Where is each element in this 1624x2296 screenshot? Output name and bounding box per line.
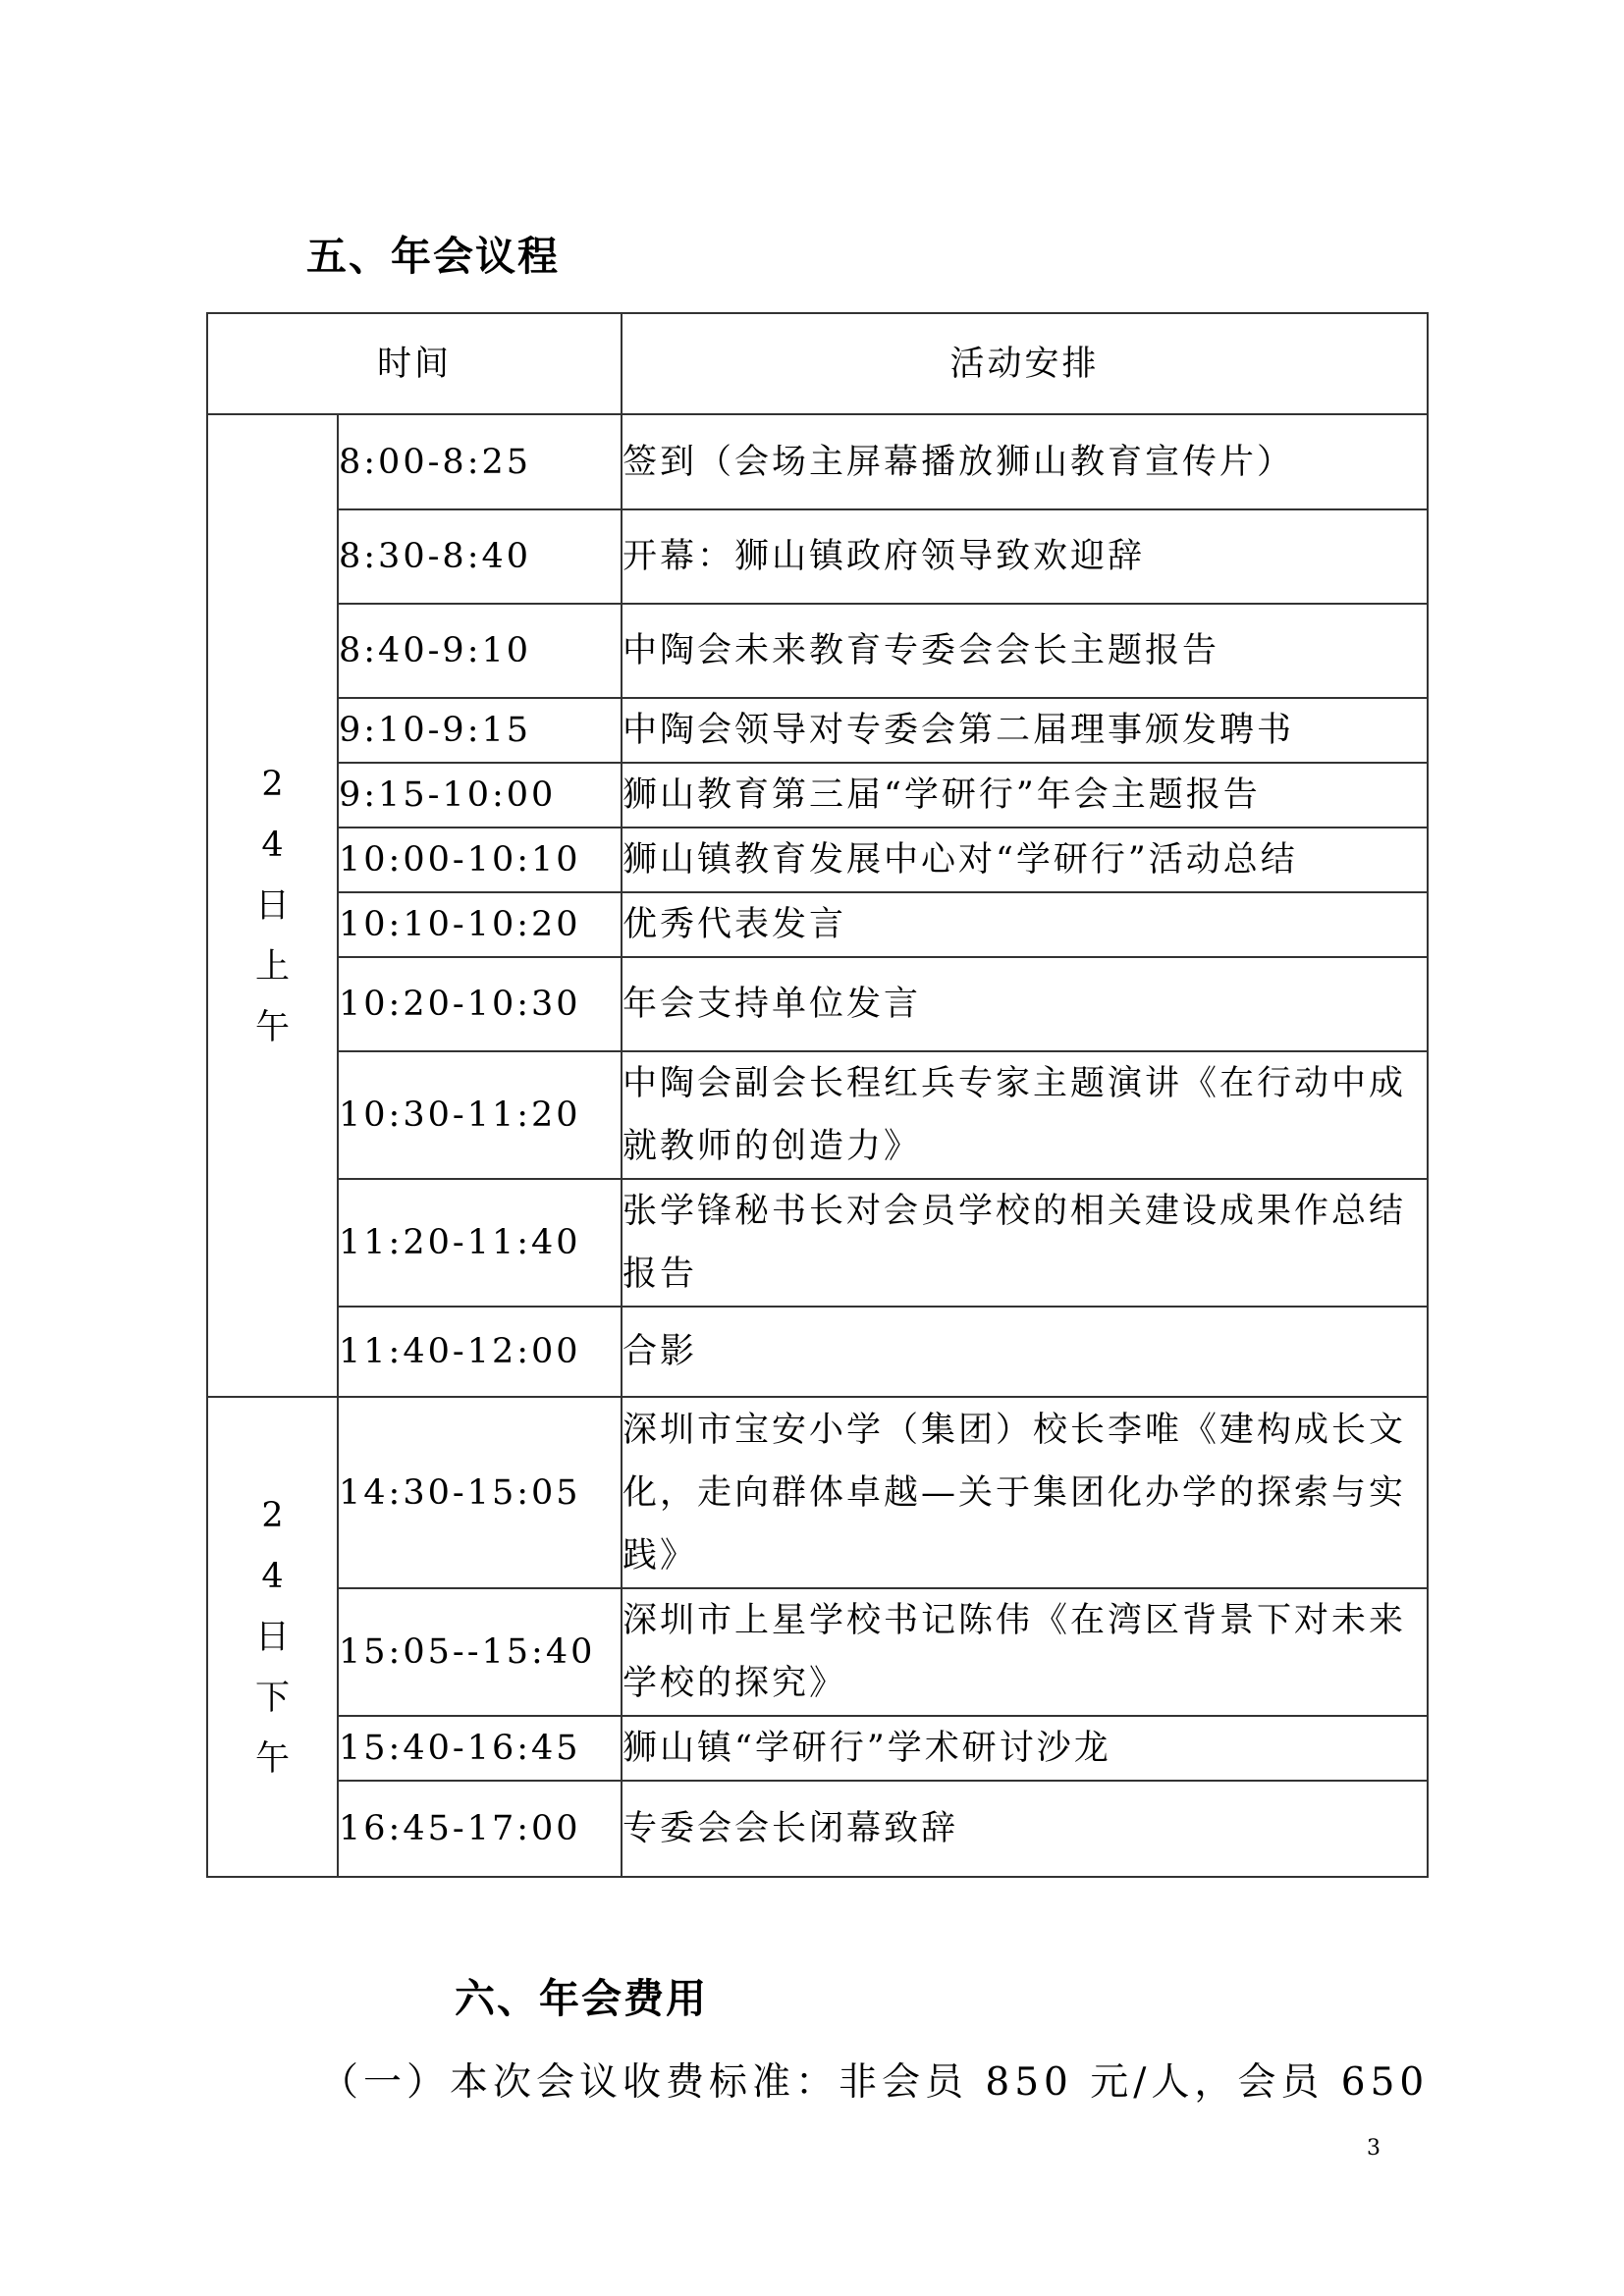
period-morning-label: 24日上午 xyxy=(255,764,291,1047)
table-header-row xyxy=(207,313,1428,414)
table-row xyxy=(207,604,1428,698)
time-cell: 9:10-9:15 xyxy=(338,698,622,763)
table-row xyxy=(207,1588,1428,1716)
time-cell: 15:40-16:45 xyxy=(338,1716,622,1781)
period-afternoon-label: 24日下午 xyxy=(255,1495,291,1779)
time-cell: 16:45-17:00 xyxy=(338,1781,622,1877)
table-row xyxy=(207,1179,1428,1307)
time-cell: 11:20-11:40 xyxy=(338,1179,622,1307)
time-cell: 10:00-10:10 xyxy=(338,828,622,892)
time-cell: 8:30-8:40 xyxy=(338,509,622,604)
activity-cell: 签到（会场主屏幕播放狮山教育宣传片） xyxy=(622,414,1428,509)
activity-cell: 合影 xyxy=(622,1307,1428,1397)
agenda-table xyxy=(206,312,1429,1878)
activity-cell: 开幕：狮山镇政府领导致欢迎辞 xyxy=(622,509,1428,604)
table-row xyxy=(207,509,1428,604)
table-row xyxy=(207,828,1428,892)
table-row xyxy=(207,892,1428,957)
header-activity: 活动安排 xyxy=(622,313,1428,414)
table-row xyxy=(207,957,1428,1051)
period-morning xyxy=(207,414,338,1397)
time-cell: 14:30-15:05 xyxy=(338,1397,622,1588)
activity-cell: 狮山教育第三届“学研行”年会主题报告 xyxy=(622,763,1428,828)
activity-cell: 中陶会领导对专委会第二届理事颁发聘书 xyxy=(622,698,1428,763)
header-time: 时间 xyxy=(207,313,622,414)
table-row xyxy=(207,1051,1428,1179)
activity-cell: 优秀代表发言 xyxy=(622,892,1428,957)
section-title-agenda: 五、年会议程 xyxy=(306,233,560,280)
activity-cell: 狮山镇教育发展中心对“学研行”活动总结 xyxy=(622,828,1428,892)
table-row xyxy=(207,1716,1428,1781)
table-row xyxy=(207,414,1428,509)
time-cell: 15:05--15:40 xyxy=(338,1588,622,1716)
time-cell: 10:30-11:20 xyxy=(338,1051,622,1179)
time-cell: 10:20-10:30 xyxy=(338,957,622,1051)
time-cell: 8:40-9:10 xyxy=(338,604,622,698)
table-row xyxy=(207,1781,1428,1877)
section-title-fees: 六、年会费用 xyxy=(455,1975,708,2022)
activity-cell: 中陶会未来教育专委会会长主题报告 xyxy=(622,604,1428,698)
time-cell: 8:00-8:25 xyxy=(338,414,622,509)
time-cell: 10:10-10:20 xyxy=(338,892,622,957)
activity-cell: 深圳市上星学校书记陈伟《在湾区背景下对未来学校的探究》 xyxy=(622,1588,1428,1716)
fee-line: （一）本次会议收费标准：非会员 850 元/人，会员 650 xyxy=(320,2060,1430,2105)
table-row xyxy=(207,698,1428,763)
activity-cell: 年会支持单位发言 xyxy=(622,957,1428,1051)
table-row xyxy=(207,763,1428,828)
activity-cell: 张学锋秘书长对会员学校的相关建设成果作总结报告 xyxy=(622,1179,1428,1307)
activity-cell: 专委会会长闭幕致辞 xyxy=(622,1781,1428,1877)
table-row xyxy=(207,1397,1428,1588)
time-cell: 11:40-12:00 xyxy=(338,1307,622,1397)
activity-cell: 狮山镇“学研行”学术研讨沙龙 xyxy=(622,1716,1428,1781)
period-afternoon xyxy=(207,1397,338,1877)
time-cell: 9:15-10:00 xyxy=(338,763,622,828)
table-row xyxy=(207,1307,1428,1397)
activity-cell: 中陶会副会长程红兵专家主题演讲《在行动中成就教师的创造力》 xyxy=(622,1051,1428,1179)
activity-cell: 深圳市宝安小学（集团）校长李唯《建构成长文化，走向群体卓越—关于集团化办学的探索与实践》 xyxy=(622,1397,1428,1588)
page-number: 3 xyxy=(1367,2136,1380,2161)
